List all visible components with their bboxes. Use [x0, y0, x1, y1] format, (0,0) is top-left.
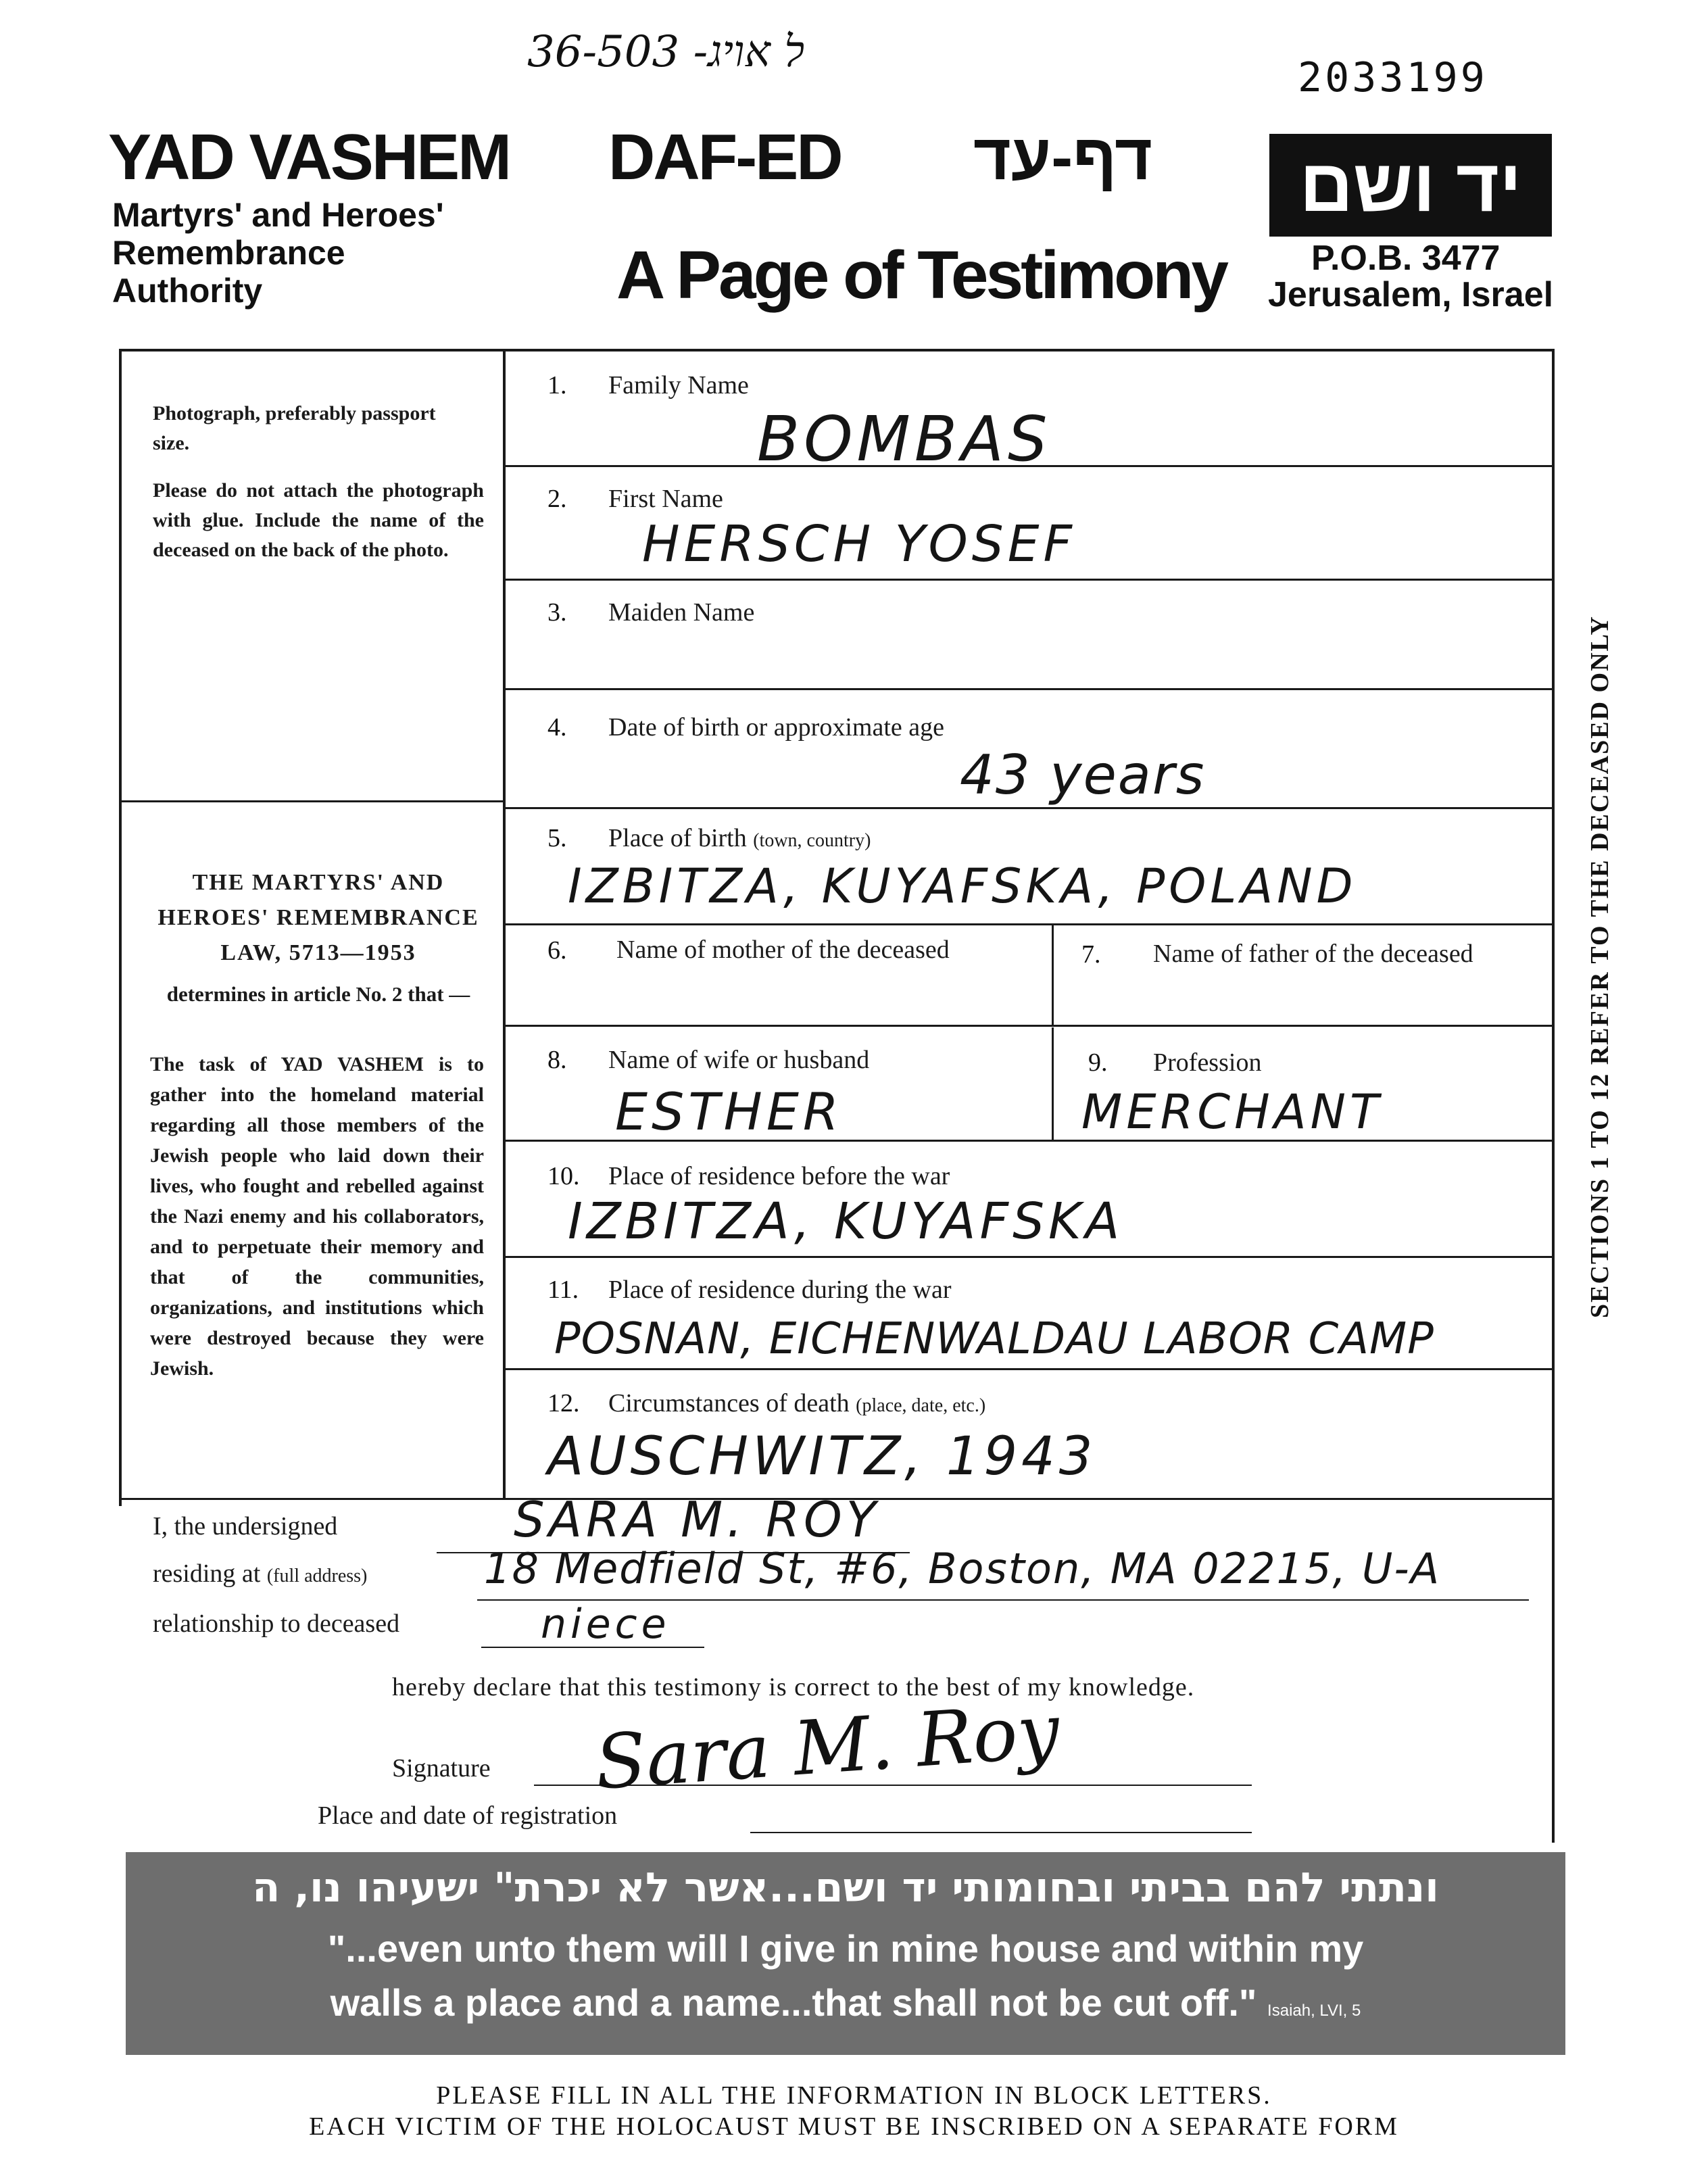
maiden-name-label: Maiden Name	[608, 598, 755, 627]
death-circumstances-label: Circumstances of death (place, date, etc.)	[608, 1389, 986, 1417]
photo-instruction-note: Please do not attach the photograph with glue. Include the name of the deceased on the back of the photo.	[153, 479, 484, 561]
po-box: P.O.B. 3477	[1311, 239, 1500, 278]
undersigned-label: I, the undersigned	[153, 1512, 338, 1541]
spouse-name-value[interactable]: ESTHER	[615, 1082, 843, 1142]
relationship-label: relationship to deceased	[153, 1609, 400, 1638]
birth-date-label: Date of birth or approximate age	[608, 713, 944, 742]
signature-value[interactable]: Sara M. Roy	[592, 1687, 1063, 1806]
sections-side-note: SECTIONS 1 TO 12 REFER TO THE DECEASED ONLY	[1586, 615, 1614, 1318]
family-name-label: Family Name	[608, 371, 749, 399]
mother-name-label: Name of mother of the deceased	[616, 936, 950, 964]
wartime-residence-value[interactable]: POSNAN, EICHENWALDAU LABOR CAMP	[554, 1314, 1434, 1364]
prewar-residence-label: Place of residence before the war	[608, 1162, 950, 1190]
birth-date-value[interactable]: 43 years	[960, 744, 1206, 806]
residing-value[interactable]: 18 Medfield St, #6, Boston, MA 02215, U-A	[484, 1544, 1441, 1593]
field-number: 10.	[547, 1162, 580, 1190]
family-name-value[interactable]: BOMBAS	[757, 403, 1052, 475]
org-subtitle: Martyrs' and Heroes' Remembrance Authority	[112, 196, 444, 310]
banner-english-line-2: walls a place and a name...that shall not be cut off." Isaiah, LVI, 5	[330, 1981, 1361, 2024]
field-number: 6.	[547, 936, 567, 965]
field-number: 5.	[547, 824, 567, 852]
yad-vashem-logo: יד ושם	[1269, 134, 1552, 237]
registration-label: Place and date of registration	[318, 1801, 618, 1830]
isaiah-quote-banner	[126, 1852, 1565, 2055]
field-number: 11.	[547, 1276, 579, 1304]
profession-label: Profession	[1153, 1048, 1262, 1077]
wartime-residence-label: Place of residence during the war	[608, 1276, 952, 1304]
field-number: 12.	[547, 1389, 580, 1417]
law-intro: determines in article No. 2 that —	[166, 982, 470, 1006]
field-number: 9.	[1088, 1048, 1108, 1077]
first-name-value[interactable]: HERSCH YOSEF	[642, 515, 1077, 573]
death-circumstances-value[interactable]: AUSCHWITZ, 1943	[547, 1426, 1097, 1487]
field-number: 4.	[547, 713, 567, 742]
document-number: 2033199	[1298, 54, 1488, 101]
field-number: 8.	[547, 1046, 567, 1074]
profession-value[interactable]: MERCHANT	[1081, 1084, 1383, 1140]
field-number: 2.	[547, 485, 567, 513]
banner-english-line-1: "...even unto them will I give in mine house and within my	[327, 1927, 1364, 1970]
prewar-residence-value[interactable]: IZBITZA, KUYAFSKA	[568, 1192, 1124, 1251]
father-name-label: Name of father of the deceased	[1153, 940, 1473, 968]
daf-ed-title: DAF-ED	[608, 121, 841, 193]
footer-instruction-1: PLEASE FILL IN ALL THE INFORMATION IN BLOCK LETTERS.	[436, 2081, 1272, 2110]
top-handwritten-note: 36-503 -ל אויג	[527, 27, 805, 77]
relationship-value[interactable]: niece	[541, 1601, 670, 1648]
birthplace-value[interactable]: IZBITZA, KUYAFSKA, POLAND	[568, 858, 1357, 914]
birthplace-label: Place of birth (town, country)	[608, 824, 871, 852]
residing-label: residing at (full address)	[153, 1559, 368, 1588]
undersigned-value[interactable]: SARA M. ROY	[514, 1491, 880, 1548]
banner-hebrew-quote: ונתתי להם בביתי ובחומותי יד ושם...אשר לא יכרת" ישעיהו נו, ה	[252, 1864, 1439, 1912]
location: Jerusalem, Israel	[1268, 275, 1554, 314]
spouse-name-label: Name of wife or husband	[608, 1046, 870, 1074]
org-title: YAD VASHEM	[108, 121, 510, 193]
law-title: THE MARTYRS' AND HEROES' REMEMBRANCE LAW, 5713—1953	[157, 870, 479, 965]
footer-instruction-2: EACH VICTIM OF THE HOLOCAUST MUST BE INSCRIBED ON A SEPARATE FORM	[309, 2112, 1399, 2141]
banner-citation: Isaiah, LVI, 5	[1267, 2002, 1361, 2020]
law-text: The task of YAD VASHEM is to gather into the homeland material regarding all those members of the Jewish people who laid down their lives, who fought and rebelled against the Nazi enemy and his collaborators, and to perpetuate their memory and that of the communities, organizations, and institutions which were destroyed because they were Jewish.	[150, 1053, 484, 1380]
page-title: A Page of Testimony	[616, 237, 1226, 313]
photo-instruction-title: Photograph, preferably passport size.	[153, 402, 436, 454]
signature-label: Signature	[392, 1754, 491, 1783]
field-number: 1.	[547, 371, 567, 399]
declaration-text: hereby declare that this testimony is correct to the best of my knowledge.	[392, 1673, 1195, 1701]
field-number: 3.	[547, 598, 567, 627]
first-name-label: First Name	[608, 485, 723, 513]
field-number: 7.	[1081, 940, 1101, 969]
daf-ed-hebrew-title: דף-עד	[973, 121, 1152, 193]
